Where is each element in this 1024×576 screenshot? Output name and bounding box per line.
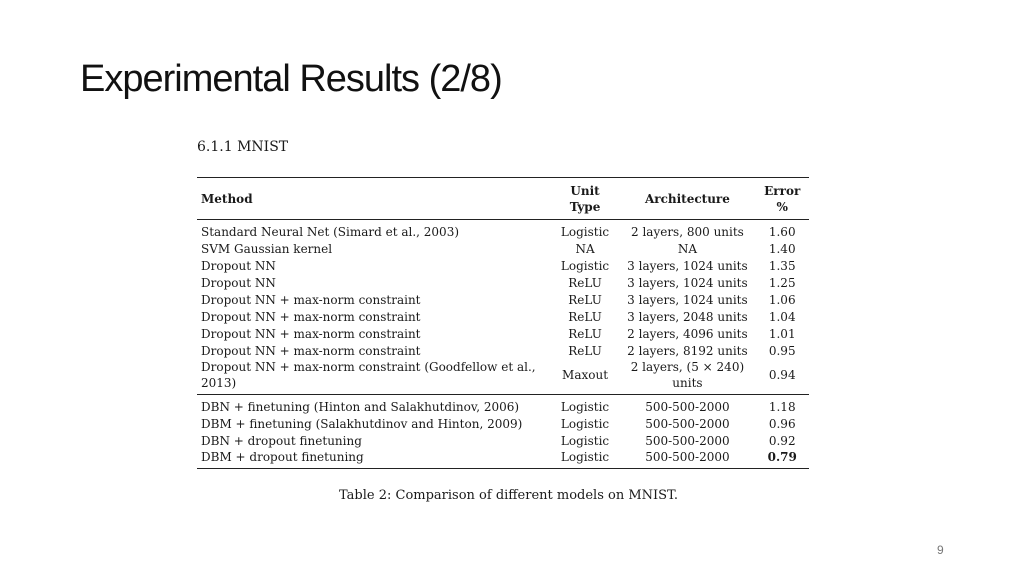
cell-error: 1.60 (768, 225, 796, 239)
table-row (197, 308, 809, 325)
cell-method: DBN + finetuning (Hinton and Salakhutdinov, 2006) (201, 400, 520, 414)
cell-method: DBM + finetuning (Salakhutdinov and Hinton, 2009) (201, 416, 523, 431)
cell-architecture: 500-500-2000 (645, 400, 730, 414)
cell-architecture: 2 layers, 4096 units (627, 326, 748, 341)
cell-unit-type: NA (575, 241, 595, 256)
table-row (197, 415, 809, 432)
cell-architecture: 500-500-2000 (645, 433, 730, 448)
section-heading: 6.1.1 MNIST (197, 139, 289, 155)
cell-architecture: NA (677, 241, 697, 256)
cell-method: Dropout NN + max-norm constraint (201, 343, 421, 358)
results-table (197, 177, 809, 469)
cell-error: 0.79 (767, 450, 797, 464)
cell-unit-type: Logistic (560, 416, 610, 431)
cell-error: 1.04 (768, 309, 796, 324)
header-error (755, 178, 809, 220)
table-row (197, 240, 809, 257)
cell-unit-type: Logistic (560, 258, 610, 273)
slide-title: Experimental Results (2/8) (80, 58, 502, 100)
cell-method: Dropout NN + max-norm constraint (201, 292, 421, 307)
cell-architecture: 500-500-2000 (645, 450, 730, 464)
header-method: Method (201, 191, 253, 206)
cell-architecture: 3 layers, 1024 units (627, 258, 748, 273)
cell-method: DBM + dropout finetuning (201, 450, 364, 464)
table-group-dropout (197, 220, 809, 395)
cell-method: Dropout NN (201, 258, 276, 273)
table-row (197, 359, 809, 395)
cell-architecture: 2 layers, 800 units (631, 225, 744, 239)
header-error-text: Error % (764, 183, 801, 214)
cell-method: Dropout NN + max-norm constraint (Goodfellow et al., 2013) (201, 360, 536, 390)
cell-architecture: 2 layers, 8192 units (627, 343, 748, 358)
cell-error: 0.95 (768, 343, 796, 358)
cell-error: 1.25 (768, 275, 796, 290)
table-row (197, 432, 809, 449)
cell-unit-type: ReLU (568, 309, 602, 324)
table-row (197, 291, 809, 308)
table-row (197, 257, 809, 274)
cell-error: 1.40 (768, 241, 796, 256)
cell-unit-type: ReLU (568, 292, 602, 307)
cell-architecture: 500-500-2000 (645, 416, 730, 431)
cell-architecture: 3 layers, 1024 units (627, 292, 748, 307)
cell-unit-type: Logistic (560, 400, 610, 414)
table-row (197, 220, 809, 241)
cell-unit-type: ReLU (568, 326, 602, 341)
header-architecture: Architecture (644, 191, 730, 206)
cell-unit-type: ReLU (568, 275, 602, 290)
cell-unit-type: ReLU (568, 343, 602, 358)
cell-unit-type: Logistic (560, 225, 610, 239)
header-unit-type-text: Unit Type (569, 183, 601, 214)
cell-error: 1.18 (768, 400, 796, 414)
cell-error: 0.94 (768, 368, 796, 382)
table-caption: Table 2: Comparison of different models on MNIST. (339, 488, 678, 503)
cell-unit-type: Logistic (560, 433, 610, 448)
cell-error: 1.35 (768, 258, 796, 273)
table-row (197, 449, 809, 469)
cell-method: SVM Gaussian kernel (201, 241, 333, 256)
cell-method: DBN + dropout finetuning (201, 433, 362, 448)
cell-unit-type: Maxout (562, 368, 609, 382)
table-row (197, 325, 809, 342)
cell-error: 0.96 (768, 416, 796, 431)
table-header (197, 178, 809, 220)
header-unit-type (551, 178, 620, 220)
cell-architecture: 2 layers, (5 × 240) units (630, 360, 745, 390)
cell-architecture: 3 layers, 1024 units (627, 275, 748, 290)
cell-unit-type: Logistic (560, 450, 610, 464)
page-number: 9 (937, 543, 944, 557)
table-row (197, 274, 809, 291)
table-group-pretrained (197, 395, 809, 469)
cell-error: 0.92 (768, 433, 796, 448)
cell-method: Standard Neural Net (Simard et al., 2003) (201, 225, 460, 239)
table-row (197, 342, 809, 359)
cell-method: Dropout NN + max-norm constraint (201, 326, 421, 341)
cell-architecture: 3 layers, 2048 units (627, 309, 748, 324)
table-row (197, 395, 809, 416)
cell-error: 1.06 (768, 292, 796, 307)
cell-method: Dropout NN + max-norm constraint (201, 309, 421, 324)
cell-method: Dropout NN (201, 275, 276, 290)
cell-error: 1.01 (768, 326, 796, 341)
